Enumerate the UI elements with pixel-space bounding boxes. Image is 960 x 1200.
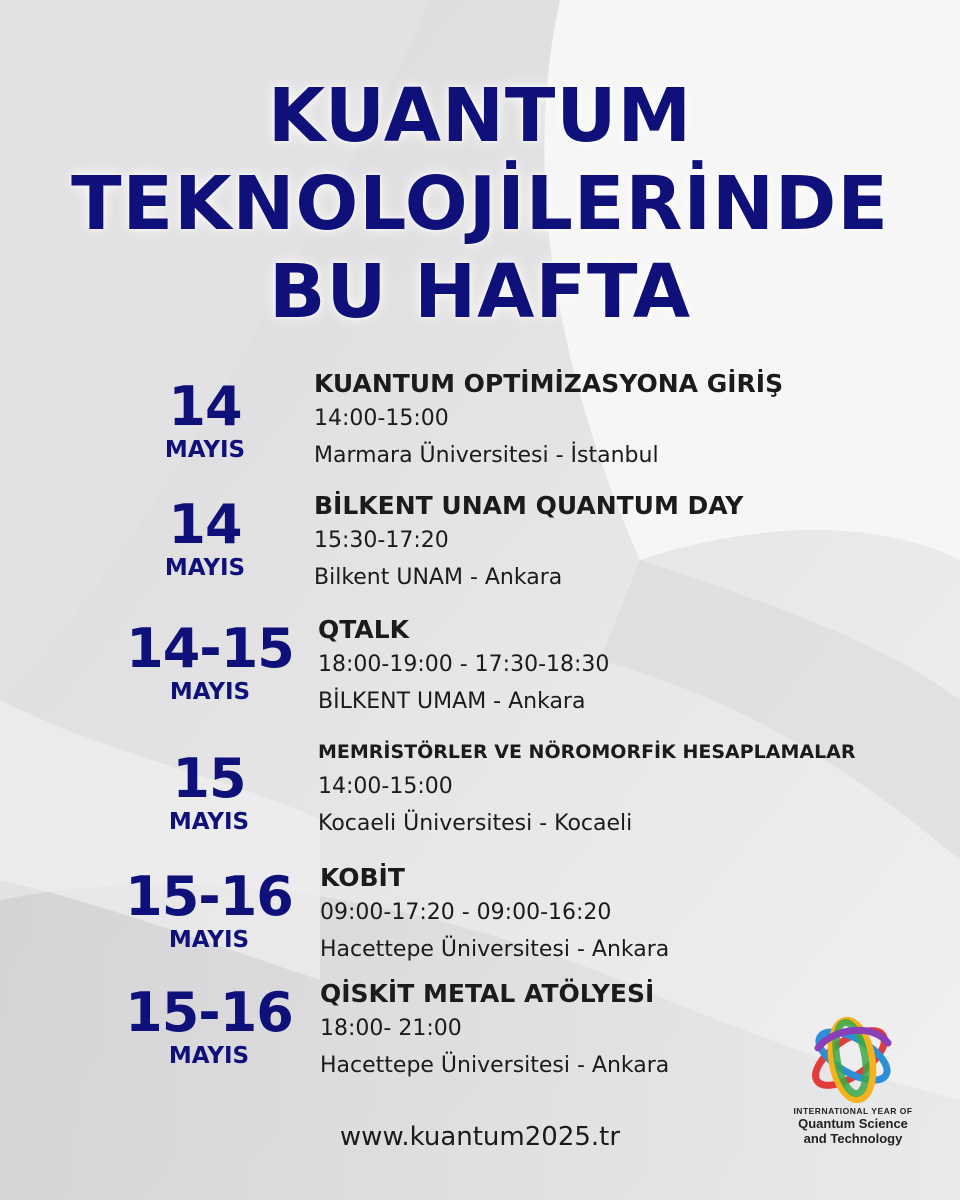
event-time: 18:00-19:00 - 17:30-18:30: [318, 652, 610, 677]
logo-line-3: and Technology: [803, 1131, 903, 1146]
event-name: KOBİT: [320, 863, 405, 892]
event-place: Hacettepe Üniversitesi - Ankara: [320, 1053, 670, 1078]
event-day: 14: [168, 493, 242, 556]
event-item: [0, 862, 960, 982]
event-info: [314, 368, 783, 474]
event-info: [318, 736, 856, 842]
event-time: 14:00-15:00: [314, 406, 449, 431]
event-place: Hacettepe Üniversitesi - Ankara: [320, 937, 670, 962]
title-line-2: TEKNOLOJİLERİNDE: [71, 161, 889, 247]
event-item: [0, 736, 960, 856]
event-info: [320, 978, 669, 1084]
event-name: BİLKENT UNAM QUANTUM DAY: [314, 491, 744, 520]
title-line-1: KUANTUM: [267, 73, 693, 159]
event-time: 18:00- 21:00: [320, 1016, 462, 1041]
event-day: 14-15: [126, 617, 294, 680]
event-place: Kocaeli Üniversitesi - Kocaeli: [318, 811, 633, 836]
event-name: QTALK: [318, 615, 410, 644]
event-date: [90, 617, 330, 706]
event-day: 15-16: [125, 981, 293, 1044]
event-date: [89, 865, 329, 954]
event-month: MAYIS: [168, 809, 250, 835]
event-date: [89, 981, 329, 1070]
event-place: BİLKENT UMAM - Ankara: [318, 689, 586, 714]
event-info: [320, 862, 669, 968]
logo-line-2: Quantum Science: [798, 1116, 908, 1131]
logo-line-1: INTERNATIONAL YEAR OF: [793, 1106, 913, 1116]
title-line-3: BU HAFTA: [268, 249, 691, 335]
iyq-logo: [778, 1008, 928, 1163]
event-month: MAYIS: [164, 437, 246, 463]
quantum-orbit-logo-icon: [778, 1008, 928, 1106]
event-month: MAYIS: [164, 555, 246, 581]
event-date: [89, 747, 329, 836]
event-date: [85, 493, 325, 582]
event-place: Bilkent UNAM - Ankara: [314, 565, 563, 590]
event-month: MAYIS: [168, 927, 250, 953]
logo-caption: [778, 1106, 928, 1146]
event-month: MAYIS: [168, 1043, 250, 1069]
event-info: [314, 490, 743, 596]
event-time: 09:00-17:20 - 09:00-16:20: [320, 900, 612, 925]
event-day: 15: [172, 747, 246, 810]
page-title: [0, 72, 960, 336]
event-info: [318, 614, 609, 720]
website-link[interactable]: www.kuantum2025.tr: [339, 1122, 621, 1152]
event-name: MEMRİSTÖRLER VE NÖROMORFİK HESAPLAMALAR: [318, 741, 856, 763]
event-item: [0, 368, 960, 488]
event-item: [0, 490, 960, 610]
event-day: 15-16: [125, 865, 293, 928]
event-day: 14: [168, 375, 242, 438]
event-time: 15:30-17:20: [314, 528, 449, 553]
event-month: MAYIS: [169, 679, 251, 705]
event-item: [0, 614, 960, 734]
event-name: QİSKİT METAL ATÖLYESİ: [320, 979, 655, 1008]
event-time: 14:00-15:00: [318, 774, 453, 799]
event-date: [85, 375, 325, 464]
event-name: KUANTUM OPTİMİZASYONA GİRİŞ: [314, 369, 784, 398]
event-place: Marmara Üniversitesi - İstanbul: [314, 443, 659, 468]
